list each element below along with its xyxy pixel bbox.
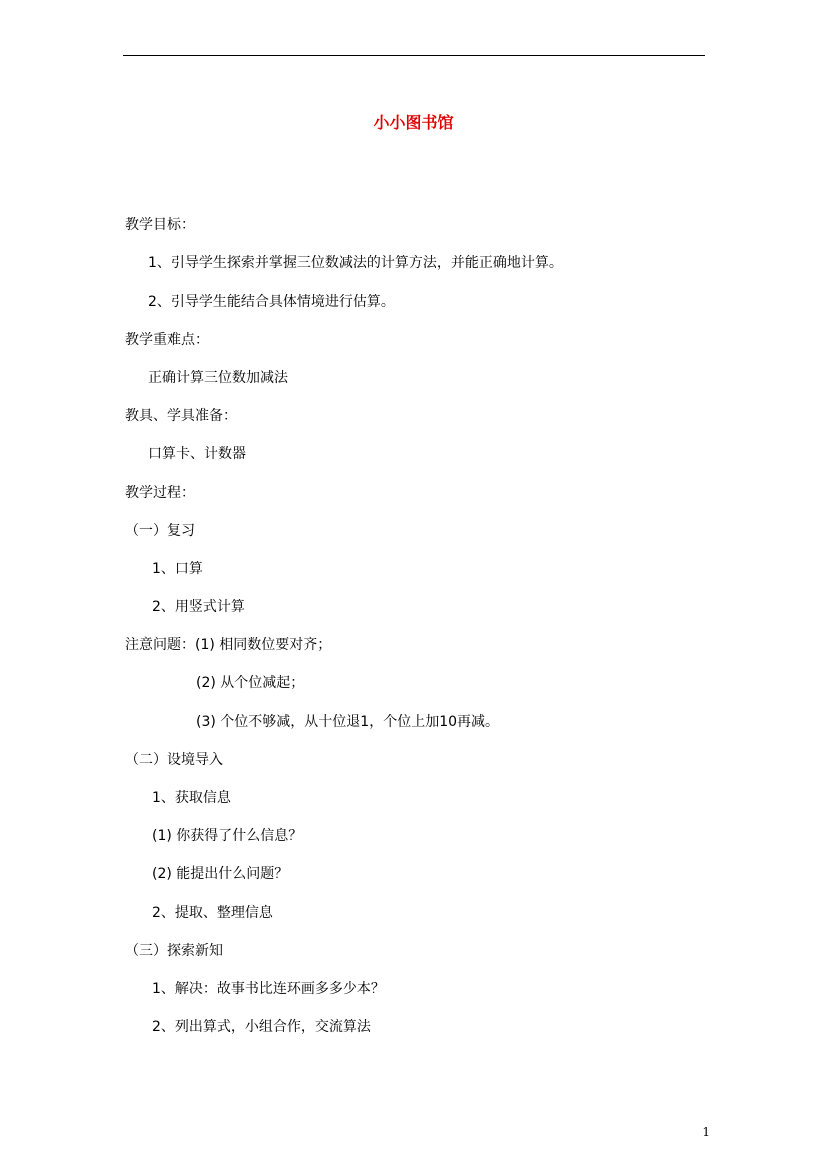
list-item: 2、用竖式计算 <box>152 599 245 615</box>
key-point-text: 正确计算三位数加减法 <box>148 370 288 386</box>
list-item: (2) 能提出什么问题？ <box>152 866 289 882</box>
header-rule <box>123 55 705 56</box>
materials-text: 口算卡、计数器 <box>148 446 246 462</box>
list-item: 2、提取、整理信息 <box>152 905 273 921</box>
notice-line: (2) 从个位减起； <box>196 675 305 691</box>
list-item: (1) 你获得了什么信息？ <box>152 828 303 844</box>
step-heading-introduction: （二）设境导入 <box>125 752 223 768</box>
list-item: 1、获取信息 <box>152 790 231 806</box>
section-heading-materials: 教具、学具准备： <box>125 408 237 424</box>
list-item: 2、列出算式，小组合作，交流算法 <box>152 1019 371 1035</box>
page-number: 1 <box>702 1125 710 1139</box>
notice-line: 注意问题：(1) 相同数位要对齐； <box>125 637 332 653</box>
notice-line: (3) 个位不够减，从十位退1，个位上加10再减。 <box>196 714 500 730</box>
section-heading-key-points: 教学重难点： <box>125 332 209 348</box>
step-heading-explore: （三）探索新知 <box>125 943 223 959</box>
objective-item: 1、引导学生探索并掌握三位数减法的计算方法，并能正确地计算。 <box>148 255 563 271</box>
section-heading-process: 教学过程： <box>125 485 195 501</box>
step-heading-review: （一）复习 <box>125 523 195 539</box>
document-title: 小小图书馆 <box>373 113 454 132</box>
list-item: 1、解决：故事书比连环画多多少本？ <box>152 981 385 997</box>
section-heading-objectives: 教学目标： <box>125 217 195 233</box>
objective-item: 2、引导学生能结合具体情境进行估算。 <box>148 294 395 310</box>
list-item: 1、口算 <box>152 561 203 577</box>
